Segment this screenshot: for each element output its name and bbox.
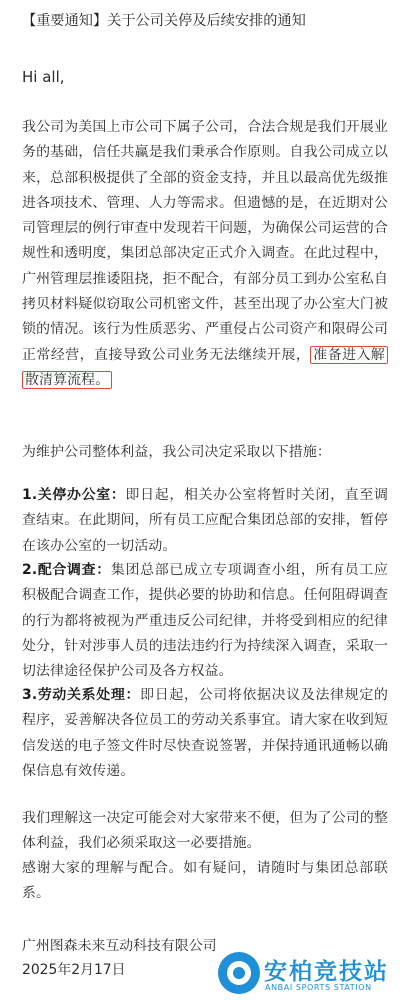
measure-labor-relations xyxy=(22,683,388,784)
paragraph-background xyxy=(22,115,388,393)
measure-cooperate-investigation xyxy=(22,558,388,684)
watermark-name: 安柏竞技站 xyxy=(264,959,389,985)
paragraph-thanks: 感谢大家的理解与配合。如有疑问，请随时与集团总部联系。 xyxy=(22,860,388,902)
measure-cooperate-investigation-label: 2.配合调查： xyxy=(22,562,111,578)
greeting: Hi all, xyxy=(22,68,65,86)
paragraph-background-text: 我公司为美国上市公司下属子公司，合法合规是我们开展业务的基础，信任共赢是我们秉承合作原则。自我公司成立以来，总部积极提供了全部的资金支持，并且以最高优先级推进各项技术、管理、人力等需求。但遗憾的是，在近期对公司管理层的例行审查中发现若干问题，为确保公司运营的合规性和透明度，集团总部决定正式介入调查。在此过程中，广州管理层推诿阻挠，拒不配合，有部分员工到办公室私自拷贝材料疑似窃取公司机密文件，甚至出现了办公室大门被锁的情况。该行为性质恶劣、严重侵占公司资产和限碍公司正常经营，直接导致公司业务无法继续开展， xyxy=(22,119,388,363)
paragraph-measures-intro: 为维护公司整体利益，我公司决定采取以下措施： xyxy=(22,444,331,460)
measure-labor-relations-label: 3.劳动关系处理： xyxy=(22,687,141,703)
watermark-subtitle: ANBAI SPORTS STATION xyxy=(265,983,372,992)
measure-close-office xyxy=(22,483,388,559)
notice-title: 【重要通知】关于公司关停及后续安排的通知 xyxy=(22,13,306,29)
notice-date: 2025年2月17日 xyxy=(22,962,126,978)
highlighted-liquidation-text: 准备进入解散清算流程。 xyxy=(22,346,388,389)
sports-ball-icon-center xyxy=(233,967,245,979)
measure-cooperate-investigation-text: 集团总部已成立专项调查小组，所有员工应积极配合调查工作，提供必要的协助和信息。任何阻碍调查的行为都将被视为严重违反公司纪律，并将受到相应的纪律处分，针对涉事人员的违法违约行为持续深入调查，采取一切法律途径保护公司及各方权益。 xyxy=(22,562,388,680)
measure-close-office-label: 1.关停办公室： xyxy=(22,487,126,503)
measure-close-office-text: 即日起，相关办公室将暂时关闭，直至调查结束。在此期间，所有员工应配合集团总部的安排，暂停在该办公室的一切活动。 xyxy=(22,487,388,554)
watermark-logo xyxy=(218,952,403,998)
measure-labor-relations-text: 即日起，公司将依据决议及法律规定的程序，妥善解决各位员工的劳动关系事宜。请大家在收到短信发送的电子签文件时尽快查说签署，并保持通讯通畅以确保信息有效传递。 xyxy=(22,687,388,779)
company-signature: 广州图森未来互动科技有限公司 xyxy=(22,938,217,954)
paragraph-apology: 我们理解这一决定可能会对大家带来不便，但为了公司的整体利益，我们必须采取这一必要措施。 xyxy=(22,810,388,852)
